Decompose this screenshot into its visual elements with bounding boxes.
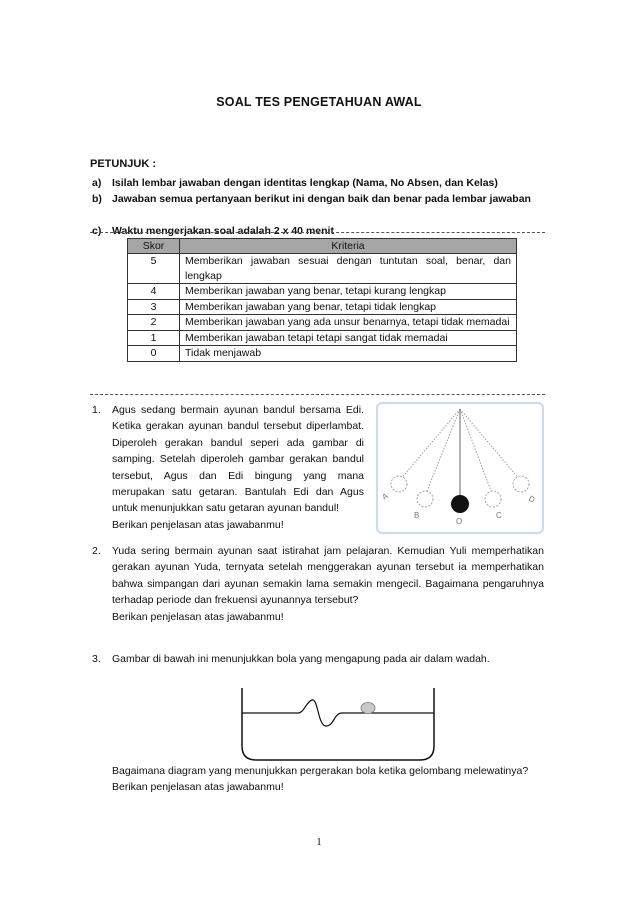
instruction-text: Waktu mengerjakan soal adalah 2 x 40 menit xyxy=(112,225,334,237)
question-1 xyxy=(92,402,364,533)
pendulum-figure xyxy=(376,402,544,534)
table-row xyxy=(128,346,517,362)
score-cell: 1 xyxy=(128,330,180,346)
criteria-cell: Memberikan jawaban yang ada unsur benarnya, tetapi tidak memadai xyxy=(180,315,517,331)
question-instruction: Berikan penjelasan atas jawabanmu! xyxy=(112,610,284,623)
question-text: Bagaimana diagram yang menunjukkan pergerakan bola ketika gelombang melewatinya? xyxy=(112,765,529,777)
question-number: 2. xyxy=(92,545,101,557)
question-text: Agus sedang bermain ayunan bandul bersama Edi. Ketika gerakan ayunan bandul tersebut diperlambat. Diperoleh gerakan bandul seperi ada gambar di samping. Setelah diperoleh gambar gerakan bandul tersebut, Agus dan Edi bingung yang mana merupakan satu getaran. Bantulah Edi dan Agus untuk menunjukkan satu getaran ayunan bandul! xyxy=(112,404,364,515)
question-text: Gambar di bawah ini menunjukkan bola yang mengapung pada air dalam wadah. xyxy=(112,653,490,665)
label-b: B xyxy=(414,511,420,520)
floating-ball-figure xyxy=(240,686,436,762)
question-number: 1. xyxy=(92,404,101,416)
dashed-divider xyxy=(90,232,545,233)
criteria-cell: Tidak menjawab xyxy=(180,346,517,362)
table-header-row xyxy=(128,239,517,254)
question-2 xyxy=(92,543,544,625)
label-c: C xyxy=(496,511,502,520)
bob-position-d xyxy=(513,476,529,492)
table-row xyxy=(128,330,517,346)
question-3-followup xyxy=(112,763,544,796)
table-row xyxy=(128,315,517,331)
instructions-heading: PETUNJUK : xyxy=(90,158,157,170)
pendulum-diagram xyxy=(378,404,542,532)
instruction-label: c) xyxy=(92,225,102,237)
score-cell: 3 xyxy=(128,299,180,315)
criteria-cell: Memberikan jawaban yang benar, tetapi tidak lengkap xyxy=(180,299,517,315)
score-cell: 0 xyxy=(128,346,180,362)
table-row xyxy=(128,284,517,300)
score-cell: 4 xyxy=(128,284,180,300)
instruction-text: Isilah lembar jawaban dengan identitas lengkap (Nama, No Absen, dan Kelas) xyxy=(112,177,498,189)
water-container-diagram xyxy=(240,686,436,762)
column-header-kriteria: Kriteria xyxy=(180,239,517,254)
instruction-label: b) xyxy=(92,193,102,205)
question-text: Yuda sering bermain ayunan saat istirahat jam pelajaran. Kemudian Yuli memperhatikan gerakan ayunan Yuda, ternyata setelah menggerakan ayunan tersebut ia memperhatikan bahwa simpangan dari ayunan semakin lama semakin mengecil. Bagaimana pengaruhnya terhadap periode dan frekuensi ayunannya tersebut? xyxy=(112,545,544,607)
question-number: 3. xyxy=(92,653,101,665)
instruction-item-b xyxy=(92,191,544,207)
question-instruction: Berikan penjelasan atas jawabanmu! xyxy=(112,518,284,531)
bob-position-a xyxy=(391,476,407,492)
bob-position-c xyxy=(485,491,501,507)
question-3 xyxy=(92,651,544,667)
instruction-item-a xyxy=(92,175,544,191)
column-header-skor: Skor xyxy=(128,239,180,254)
ball-icon xyxy=(361,703,375,714)
score-cell: 5 xyxy=(128,254,180,284)
page-number: 1 xyxy=(316,836,322,848)
bob-position-b xyxy=(417,491,433,507)
criteria-cell: Memberikan jawaban yang benar, tetapi kurang lengkap xyxy=(180,284,517,300)
dashed-divider xyxy=(90,394,545,395)
score-cell: 2 xyxy=(128,315,180,331)
bob-position-o xyxy=(451,495,469,513)
score-criteria-table xyxy=(127,238,517,362)
instruction-item-c xyxy=(92,223,544,239)
page-title: SOAL TES PENGETAHUAN AWAL xyxy=(216,95,422,109)
criteria-cell: Memberikan jawaban tetapi tetapi sangat tidak memadai xyxy=(180,330,517,346)
table-row xyxy=(128,299,517,315)
instruction-label: a) xyxy=(92,177,102,189)
label-o: O xyxy=(456,517,463,526)
table-row xyxy=(128,254,517,284)
instruction-text: Jawaban semua pertanyaan berikut ini dengan baik dan benar pada lembar jawaban xyxy=(112,193,531,205)
label-a: A xyxy=(380,491,390,502)
label-d: D xyxy=(527,493,537,505)
question-instruction: Berikan penjelasan atas jawabanmu! xyxy=(112,781,284,794)
criteria-cell: Memberikan jawaban sesuai dengan tuntutan soal, benar, dan lengkap xyxy=(180,254,517,284)
